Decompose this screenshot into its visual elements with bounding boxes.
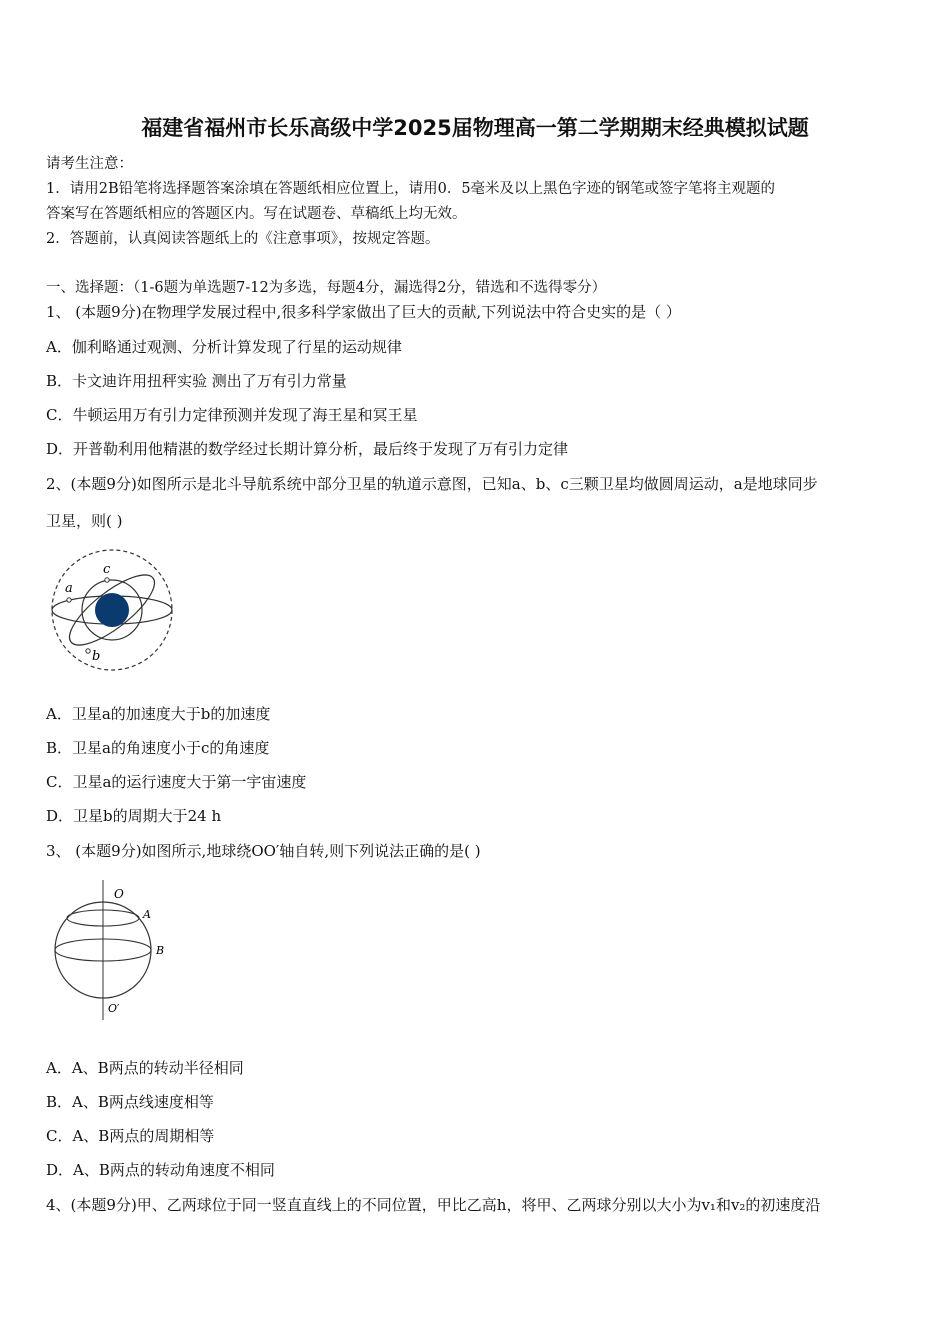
q3-option-c: C．A、B两点的周期相等	[46, 1127, 215, 1145]
label-b: B	[156, 944, 165, 957]
label-o-prime: O′	[108, 1002, 120, 1015]
q2-option-d: D．卫星b的周期大于24 h	[46, 807, 222, 825]
label-a: A	[143, 908, 151, 921]
notice-line-2: 2．答题前，认真阅读答题纸上的《注意事项》，按规定答题。	[46, 231, 440, 247]
notice-line-1b: 答案写在答题纸相应的答题区内。写在试题卷、草稿纸上均无效。	[46, 206, 467, 222]
q2-option-a: A．卫星a的加速度大于b的加速度	[46, 705, 271, 723]
notice-heading: 请考生注意：	[46, 156, 133, 172]
label-c: c	[103, 562, 111, 577]
satellite-b	[86, 649, 90, 653]
label-a: a	[65, 581, 73, 596]
satellite-a	[67, 598, 71, 602]
page-title: 福建省福州市长乐高级中学2025届物理高一第二学期期末经典模拟试题	[141, 116, 809, 140]
q2-stem-line1: 2、(本题9分)如图所示是北斗导航系统中部分卫星的轨道示意图，已知a、b、c三颗卫星均做圆周运动，a是地球同步	[46, 475, 818, 493]
q1-option-a: A．伽利略通过观测、分析计算发现了行星的运动规律	[46, 338, 402, 356]
earth	[95, 593, 129, 627]
q3-option-a: A．A、B两点的转动半径相同	[46, 1059, 244, 1077]
satellite-c	[105, 578, 109, 582]
label-o: O	[114, 887, 124, 901]
q1-stem: 1、 (本题9分)在物理学发展过程中,很多科学家做出了巨大的贡献,下列说法中符合史实的是（ ）	[46, 303, 681, 321]
q2-stem-line2: 卫星，则( )	[46, 512, 123, 530]
q3-stem: 3、 (本题9分)如图所示,地球绕OO′轴自转,则下列说法正确的是( )	[46, 842, 481, 860]
q2-option-c: C．卫星a的运行速度大于第一宇宙速度	[46, 773, 307, 791]
q3-option-b: B．A、B两点线速度相等	[46, 1093, 214, 1111]
q1-option-c: C．牛顿运用万有引力定律预测并发现了海王星和冥王星	[46, 406, 418, 424]
q2-option-b: B．卫星a的角速度小于c的角速度	[46, 739, 270, 757]
q3-option-d: D．A、B两点的转动角速度不相同	[46, 1161, 275, 1179]
notice-line-1a: 1．请用2B铅笔将选择题答案涂填在答题纸相应位置上，请用0．5毫米及以上黑色字迹的钢笔或签字笔将主观题的	[46, 181, 776, 197]
section-heading: 一、选择题：（1-6题为单选题7-12为多选，每题4分，漏选得2分，错选和不选得零分）	[46, 280, 607, 296]
satellite-orbit-figure	[46, 548, 178, 673]
earth-rotation-figure	[46, 876, 176, 1024]
q1-option-d: D．开普勒利用他精湛的数学经过长期计算分析，最后终于发现了万有引力定律	[46, 440, 569, 458]
q4-stem: 4、(本题9分)甲、乙两球位于同一竖直直线上的不同位置，甲比乙高h，将甲、乙两球分别以大小为v₁和v₂的初速度沿	[46, 1196, 821, 1214]
label-b: b	[92, 649, 101, 664]
q1-option-b: B．卡文迪许用扭秤实验 测出了万有引力常量	[46, 372, 347, 390]
